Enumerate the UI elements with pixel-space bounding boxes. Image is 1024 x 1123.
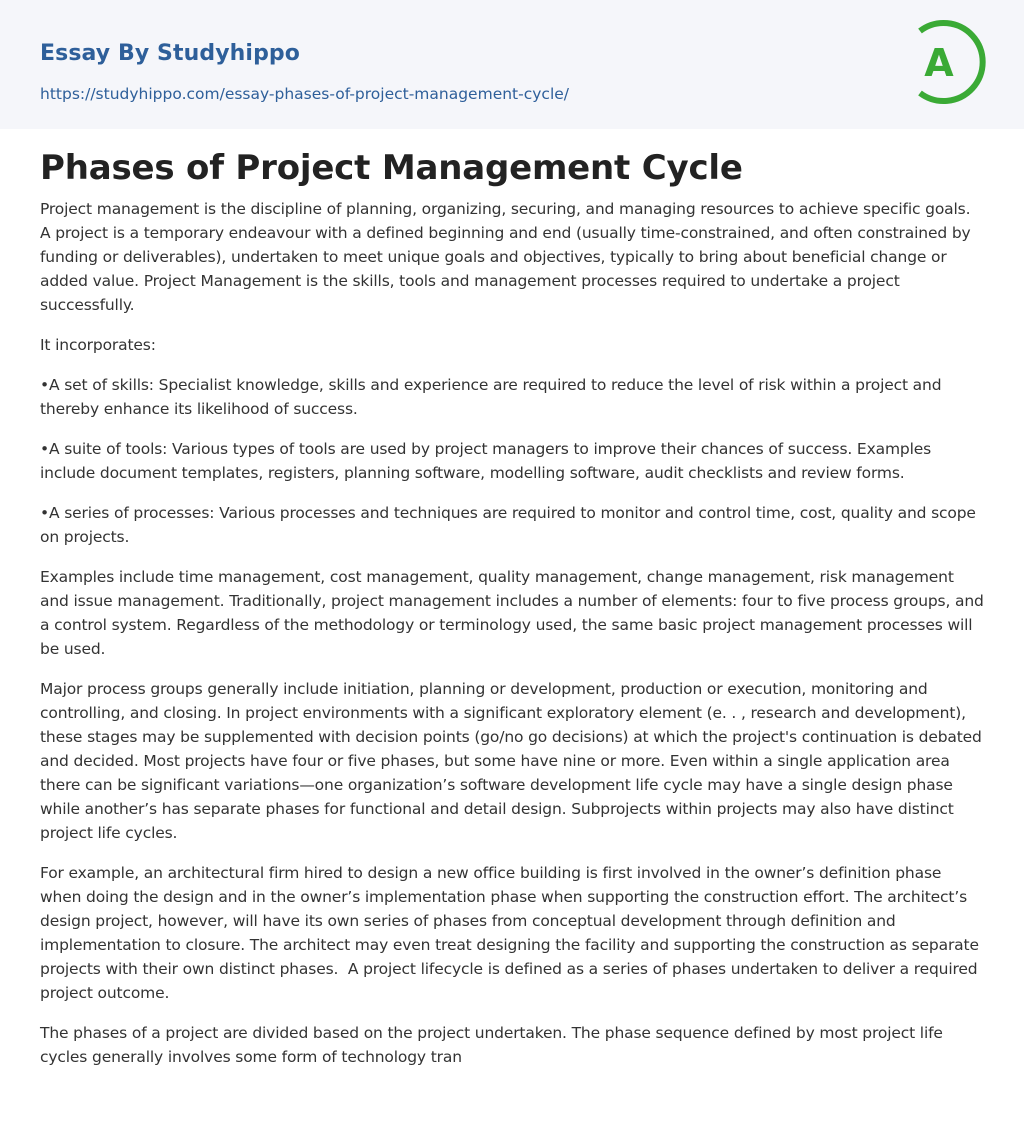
essay-content (40, 145, 989, 1085)
paragraph-tools: •A suite of tools: Various types of tools are used by project managers to improve their chances of success. Examples include document templates, registers, planning software, modelling software, audit checklists and review forms. (40, 440, 936, 482)
page-title: Phases of Project Management Cycle (40, 148, 743, 188)
source-url-link[interactable]: https://studyhippo.com/essay-phases-of-project-management-cycle/ (40, 85, 570, 103)
logo-letter: A (924, 41, 954, 85)
studyhippo-logo-icon[interactable] (912, 18, 988, 106)
paragraph-phases-division: The phases of a project are divided based on the project undertaken. The phase sequence defined by most project life cycles generally involves some form of technology tran (40, 1024, 948, 1066)
paragraph-incorporates: It incorporates: (40, 336, 156, 354)
site-header (0, 0, 1024, 129)
paragraph-processes: •A series of processes: Various processes and techniques are required to monitor and control time, cost, quality and scope on projects. (40, 504, 981, 546)
paragraph-architect-example: For example, an architectural firm hired to design a new office building is first involved in the owner’s definition phase when doing the design and in the owner’s implementation phase when supporting the construction effort. The architect’s design project, however, will have its own series of phases from conceptual development through definition and implementation to closure. The architect may even treat designing the facility and supporting the construction as separate projects with their own distinct phases. A project lifecycle is defined as a series of phases undertaken to deliver a required project outcome. (40, 864, 984, 1002)
paragraph-process-groups: Major process groups generally include initiation, planning or development, production or execution, monitoring and controlling, and closing. In project environments with a significant exploratory element (e. . , research and development), these stages may be supplemented with decision points (go/no go decisions) at which the project's continuation is debated and decided. Most projects have four or five phases, but some have nine or more. Even within a single application area there can be significant variations—one organization’s software development life cycle may have a single design phase while another’s has separate phases for functional and detail design. Subprojects within projects may also have distinct project life cycles. (40, 680, 987, 842)
paragraph-examples: Examples include time management, cost management, quality management, change management, risk management and issue management. Traditionally, project management includes a number of elements: four to five process groups, and a control system. Regardless of the methodology or terminology used, the same basic project management processes will be used. (40, 568, 989, 658)
paragraph-intro: Project management is the discipline of planning, organizing, securing, and managing resources to achieve specific goals. A project is a temporary endeavour with a defined beginning and end (usually time-constrained, and often constrained by funding or deliverables), undertaken to meet unique goals and objectives, typically to bring about beneficial change or added value. Project Management is the skills, tools and management processes required to undertake a project successfully. (40, 200, 976, 314)
site-brand[interactable]: Essay By Studyhippo (40, 41, 300, 66)
paragraph-skills: •A set of skills: Specialist knowledge, skills and experience are required to reduce the level of risk within a project and thereby enhance its likelihood of success. (40, 376, 947, 418)
